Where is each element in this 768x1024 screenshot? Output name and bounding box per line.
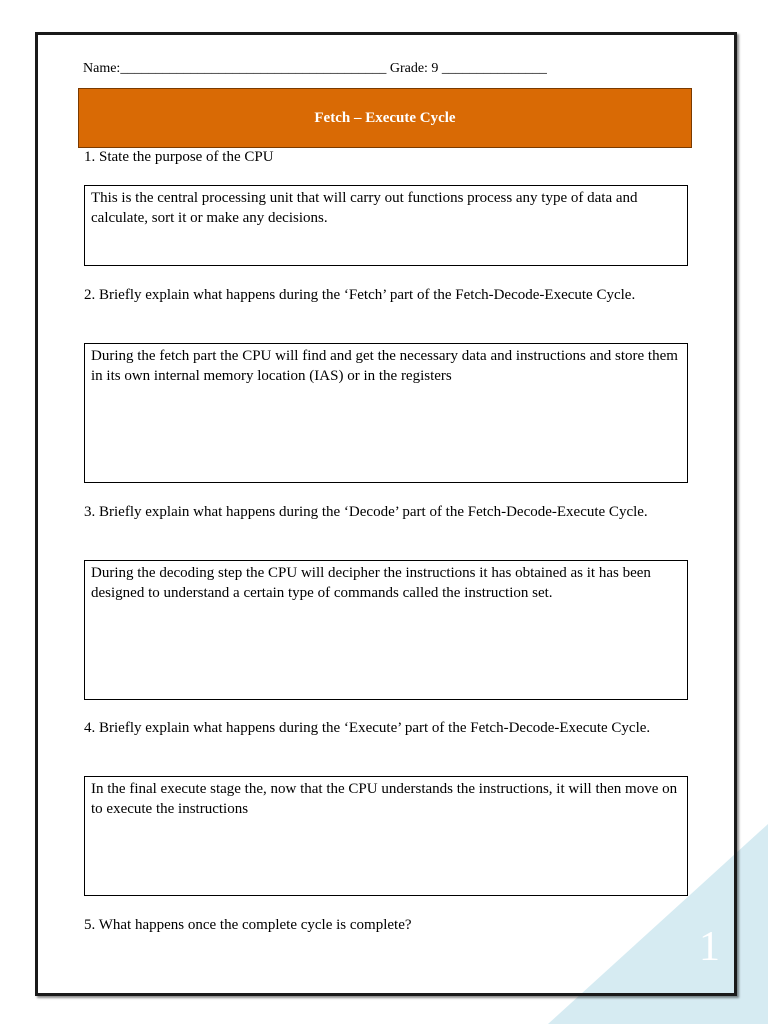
question-3: 3. Briefly explain what happens during the ‘Decode’ part of the Fetch-Decode-Execute Cycle. (84, 504, 648, 520)
page-number: 1 (699, 924, 720, 970)
grade-field-label: Grade: 9 _______________ (389, 61, 547, 76)
question-2: 2. Briefly explain what happens during the ‘Fetch’ part of the Fetch-Decode-Execute Cycle. (84, 287, 636, 303)
answer-box-2[interactable]: During the fetch part the CPU will find and get the necessary data and instructions and store them in its own internal memory location (IAS) or in the registers (84, 343, 688, 483)
question-5: 5. What happens once the complete cycle is complete? (84, 917, 412, 933)
name-field-label: Name:______________________________________ (83, 61, 387, 76)
answer-box-4[interactable]: In the final execute stage the, now that the CPU understands the instructions, it will then move on to execute the instructions (84, 776, 688, 896)
answer-box-3[interactable]: During the decoding step the CPU will decipher the instructions it has obtained as it has been designed to understand a certain type of commands called the instruction set. (84, 560, 688, 700)
page-title: Fetch – Execute Cycle (314, 109, 456, 126)
question-4: 4. Briefly explain what happens during the ‘Execute’ part of the Fetch-Decode-Execute Cycle. (84, 720, 651, 736)
title-bar (78, 88, 692, 148)
question-1: 1. State the purpose of the CPU (84, 149, 274, 165)
answer-box-1[interactable]: This is the central processing unit that will carry out functions process any type of data and calculate, sort it or make any decisions. (84, 185, 688, 266)
header-line (83, 61, 547, 77)
